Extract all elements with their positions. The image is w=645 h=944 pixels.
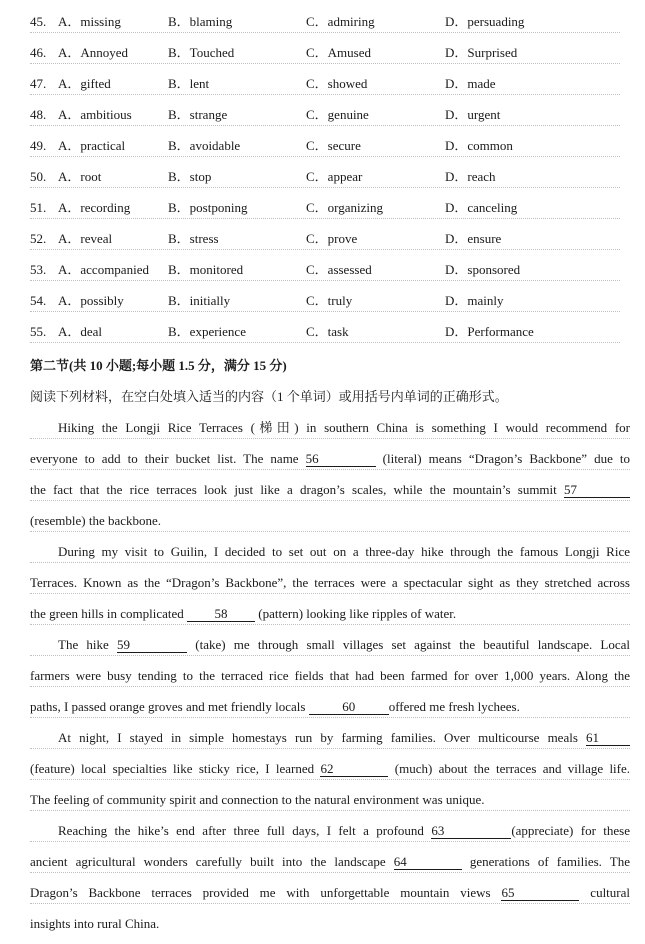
passage-line: the fact that the rice terraces look just like a dragon’s scales, while the mountain’s summit 57: [30, 480, 630, 501]
option-a: A．root: [58, 169, 102, 184]
option-c: C．appear: [306, 169, 363, 184]
passage-line: (resemble) the backbone.: [30, 511, 630, 532]
option-a: A．ambitious: [58, 107, 132, 122]
option-c: C．prove: [306, 231, 358, 246]
option-a: A．recording: [58, 200, 131, 215]
option-row-50: [30, 167, 620, 188]
option-c: C．secure: [306, 138, 361, 153]
option-d: D．ensure: [445, 231, 502, 246]
question-number: 46.: [30, 45, 47, 60]
option-a: A．deal: [58, 324, 103, 339]
option-b: B．blaming: [168, 14, 233, 29]
question-number: 52.: [30, 231, 47, 246]
passage-line: During my visit to Guilin, I decided to set out on a three-day hike through the famous Longji Rice: [30, 542, 630, 563]
option-c: C．Amused: [306, 45, 372, 60]
blank-59[interactable]: 59: [117, 638, 187, 653]
option-a: A．missing: [58, 14, 121, 29]
option-b: B．stress: [168, 231, 219, 246]
option-c: C．organizing: [306, 200, 384, 215]
option-d: D．reach: [445, 169, 496, 184]
passage-line: insights into rural China.: [30, 916, 160, 931]
option-c: C．showed: [306, 76, 368, 91]
passage-line: Hiking the Longji Rice Terraces (梯田) in southern China is something I would recommend for: [30, 418, 630, 439]
option-row-52: [30, 229, 620, 250]
blank-65[interactable]: 65: [501, 886, 579, 901]
blank-64[interactable]: 64: [394, 855, 462, 870]
blank-60[interactable]: 60: [309, 700, 389, 715]
option-row-46: [30, 43, 620, 64]
option-a: A．practical: [58, 138, 126, 153]
option-b: B．avoidable: [168, 138, 241, 153]
blank-61[interactable]: 61: [586, 731, 630, 746]
option-b: B．experience: [168, 324, 246, 339]
option-c: C．assessed: [306, 262, 372, 277]
option-b: B．stop: [168, 169, 212, 184]
option-b: B．postponing: [168, 200, 248, 215]
passage-line: Reaching the hike’s end after three full days, I felt a profound 63 (appreciate) for these: [30, 821, 630, 842]
question-number: 50.: [30, 169, 47, 184]
passage-line: The feeling of community spirit and connection to the natural environment was unique.: [30, 790, 630, 811]
option-row-47: [30, 74, 620, 95]
question-number: 51.: [30, 200, 47, 215]
question-number: 54.: [30, 293, 47, 308]
option-a: A．accompanied: [58, 262, 149, 277]
option-row-49: [30, 136, 620, 157]
option-d: D．canceling: [445, 200, 518, 215]
option-b: B．Touched: [168, 45, 235, 60]
option-d: D．made: [445, 76, 496, 91]
option-d: D．sponsored: [445, 262, 521, 277]
blank-57[interactable]: 57: [564, 483, 630, 498]
option-row-48: [30, 105, 620, 126]
option-d: D．urgent: [445, 107, 501, 122]
passage-line: Dragon’s Backbone terraces provided me with unforgettable mountain views 65 cultural: [30, 883, 630, 904]
question-number: 49.: [30, 138, 47, 153]
option-row-53: [30, 260, 620, 281]
section-title: 第二节(共 10 小题;每小题 1.5 分，满分 15 分): [30, 358, 287, 373]
passage-line: paths, I passed orange groves and met friendly locals 60 offered me fresh lychees.: [30, 697, 630, 718]
option-d: D．persuading: [445, 14, 525, 29]
passage-line: ancient agricultural wonders carefully built into the landscape 64 generations of families. The: [30, 852, 630, 873]
blank-58[interactable]: 58: [187, 607, 255, 622]
option-b: B．lent: [168, 76, 210, 91]
passage-line: The hike 59 (take) me through small villages set against the beautiful landscape. Local: [30, 635, 630, 656]
passage-line: the green hills in complicated 58 (pattern) looking like ripples of water.: [30, 604, 630, 625]
question-number: 48.: [30, 107, 47, 122]
question-number: 45.: [30, 14, 47, 29]
option-row-51: [30, 198, 620, 219]
option-c: C．genuine: [306, 107, 369, 122]
passage-line: everyone to add to their bucket list. The name 56 (literal) means “Dragon’s Backbone” due to: [30, 449, 630, 470]
option-b: B．strange: [168, 107, 228, 122]
blank-63[interactable]: 63: [431, 824, 511, 839]
option-d: D．Surprised: [445, 45, 518, 60]
option-a: A．Annoyed: [58, 45, 129, 60]
option-c: C．admiring: [306, 14, 375, 29]
passage-line: At night, I stayed in simple homestays run by farming families. Over multicourse meals 61: [30, 728, 630, 749]
option-row-55: [30, 322, 620, 343]
option-d: D．common: [445, 138, 513, 153]
option-a: A．reveal: [58, 231, 113, 246]
option-b: B．monitored: [168, 262, 244, 277]
option-d: D．Performance: [445, 324, 534, 339]
option-a: A．gifted: [58, 76, 111, 91]
blank-62[interactable]: 62: [320, 762, 388, 777]
blank-56[interactable]: 56: [306, 452, 376, 467]
question-number: 47.: [30, 76, 47, 91]
passage-line: Terraces. Known as the “Dragon’s Backbone”, the terraces were a spectacular sight as they stretched across: [30, 573, 630, 594]
option-c: C．truly: [306, 293, 353, 308]
option-c: C．task: [306, 324, 349, 339]
question-number: 53.: [30, 262, 47, 277]
question-number: 55.: [30, 324, 47, 339]
instruction-text: 阅读下列材料，在空白处填入适当的内容（1 个单词）或用括号内单词的正确形式。: [30, 389, 508, 404]
option-a: A．possibly: [58, 293, 124, 308]
option-b: B．initially: [168, 293, 231, 308]
option-row-45: [30, 12, 620, 33]
option-d: D．mainly: [445, 293, 504, 308]
option-row-54: [30, 291, 620, 312]
passage-line: (feature) local specialties like sticky rice, I learned 62 (much) about the terraces and village life.: [30, 759, 630, 780]
passage-line: farmers were busy tending to the terraced rice fields that had been farmed for over 1,000 years. Along the: [30, 666, 630, 687]
